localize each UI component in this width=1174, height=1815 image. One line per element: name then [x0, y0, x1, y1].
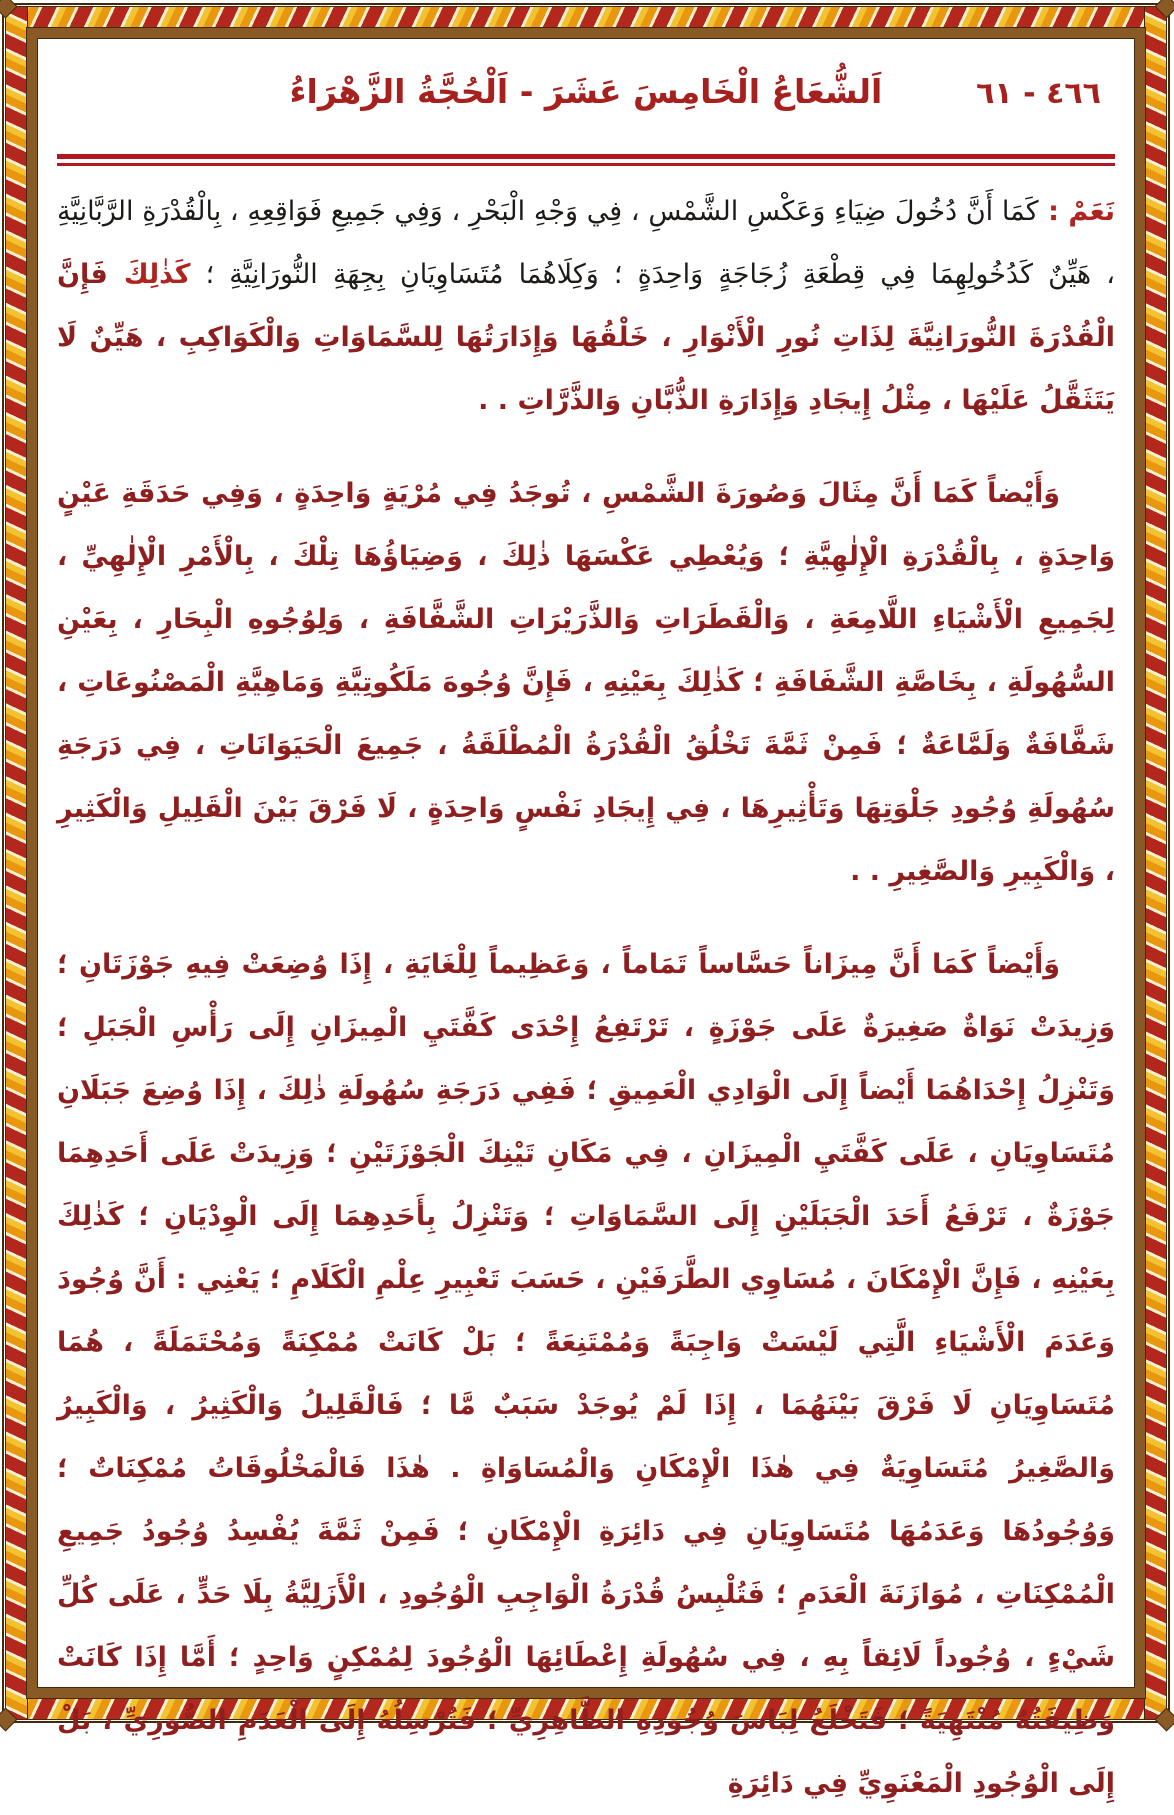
page-title: اَلشُّعَاعُ الْخَامِسَ عَشَرَ - اَلْحُجَّةُ الزَّهْرَاءُ [290, 72, 884, 111]
text-segment: نَعَمْ : [1039, 196, 1116, 227]
paragraph [58, 933, 1116, 1815]
border-chain-top [6, 6, 1168, 29]
text-segment: وَأَيْضاً كَمَا أَنَّ مِيزَاناً حَسَّاساً تَمَاماً ، وَعَظِيماً لِلْغَايَةِ ، إِذَا وُضِعَتْ فِيهِ جَوْزَتَانِ ؛ وَزِيدَتْ نَوَاةٌ صَغِيرَةٌ عَلَى جَوْزَةٍ ، تَرْتَفِعُ إِحْدَى كَفَّتَيِ الْمِيزَانِ إِلَى رَأْسِ الْجَبَلِ ؛ وَتَنْزِلُ إِحْدَاهُمَا أَيْضاً إِلَى الْوَادِي الْعَمِيقِ ؛ فَفِي دَرَجَةِ سُهُولَةِ ذٰلِكَ ، إِذَا وُضِعَ جَبَلَانِ مُتَسَاوِيَانِ ، عَلَى كَفَّتَيِ الْمِيزَانِ ، فِي مَكَانِ تَيْنِكَ الْجَوْزَتَيْنِ ؛ وَزِيدَتْ عَلَى أَحَدِهِمَا جَوْزَةٌ ، تَرْفَعُ أَحَدَ الْجَبَلَيْنِ إِلَى السَّمَاوَاتِ ؛ وَتَنْزِلُ بِأَحَدِهِمَا إِلَى الْوِدْيَانِ ؛ كَذٰلِكَ بِعَيْنِهِ ، فَإِنَّ الْإِمْكَانَ ، مُسَاوِي الطَّرَفَيْنِ ، حَسَبَ تَعْبِيرِ عِلْمِ الْكَلَامِ ؛ يَعْنِي : أَنَّ وُجُودَ وَعَدَمَ الْأَشْيَاءِ الَّتِي لَيْسَتْ وَاجِبَةً وَمُمْتَنِعَةً ؛ بَلْ كَانَتْ مُمْكِنَةً وَمُحْتَمَلَةً ، هُمَا مُتَسَاوِيَانِ لَا فَرْقَ بَيْنَهُمَا ، إِذَا لَمْ يُوجَدْ سَبَبٌ مَّا ؛ فَالْقَلِيلُ وَالْكَثِيرُ ، وَالْكَبِيرُ وَالصَّغِيرُ مُتَسَاوِيَةٌ فِي هٰذَا الْإِمْكَانِ وَالْمُسَاوَاةِ . هٰذَا فَالْمَخْلُوقَاتُ مُمْكِنَاتٌ ؛ وَوُجُودُهَا وَعَدَمُهَا مُتَسَاوِيَانِ فِي دَائِرَةِ الْإِمْكَانِ ؛ فَمِنْ ثَمَّةَ يُفْسِدُ وُجُودُ جَمِيعِ الْمُمْكِنَاتِ ، مُوَازَنَةَ الْعَدَمِ ؛ فَتُلْبِسُ قُدْرَةُ الْوَاجِبِ الْوُجُودِ ، الْأَزَلِيَّةُ بِلَا حَدٍّ ، عَلَى كُلِّ شَيْءٍ ، وُجُوداً لَائِقاً بِهِ ، فِي سُهُولَةِ إِعْطَائِهَا الْوُجُودَ لِمُمْكِنٍ وَاحِدٍ ؛ أَمَّا إِذَا كَانَتْ وَظِيفَتُهُ مُنْتَهِيَةً ؛ فَتَخْلَعُ لِبَاسَ وُجُودِهِ الظَّاهِرِيِّ ؛ فَتُرْسِلُهُ إِلَى الْعَدَمِ الصُّورِيِّ ، بَلْ إِلَى الْوُجُودِ الْمَعْنَوِيِّ فِي دَائِرَةِ [58, 949, 1116, 1799]
text-segment: كَمَا أَنَّ دُخُولَ ضِيَاءِ وَعَكْسِ الشَّمْسِ ، فِي وَجْهِ الْبَحْرِ ، وَفِي جَمِيعِ فَوَاقِعِهِ ، بِالْقُدْرَةِ الرَّبَّانِيَّةِ ، هَيِّنٌ كَدُخُولِهِمَا فِي قِطْعَةِ زُجَاجَةٍ وَاحِدَةٍ ؛ وَكِلَاهُمَا مُتَسَاوِيَانِ بِجِهَةِ النُّورَانِيَّةِ ؛ [58, 196, 1116, 290]
divider-thick-line [58, 154, 1116, 159]
text-segment: وَأَيْضاً كَمَا أَنَّ مِثَالَ وَصُورَةَ الشَّمْسِ ، تُوجَدُ فِي مُرْيَةٍ وَاحِدَةٍ ، وَفِي حَدَقَةِ عَيْنٍ وَاحِدَةٍ ، بِالْقُدْرَةِ الْإِلٰهِيَّةِ ؛ وَيُعْطِي عَكْسَهَا ذٰلِكَ ، وَضِيَاؤُهَا تِلْكَ ، بِالْأَمْرِ الْإِلٰهِيِّ ، لِجَمِيعِ الْأَشْيَاءِ اللَّامِعَةِ ، وَالْقَطَرَاتِ وَالذَّرَيْرَاتِ الشَّفَّافَةِ ، وَلِوُجُوهِ الْبِحَارِ ، بِعَيْنِ السُّهُولَةِ ، بِخَاصَّةِ الشَّفَافَةِ ؛ كَذٰلِكَ بِعَيْنِهِ ، فَإِنَّ وُجُوهَ مَلَكُوتِيَّةِ وَمَاهِيَّةِ الْمَصْنُوعَاتِ ، شَفَّافَةٌ وَلَمَّاعَةٌ ؛ فَمِنْ ثَمَّةَ تَخْلُقُ الْقُدْرَةُ الْمُطْلَقَةُ ، جَمِيعَ الْحَيَوَانَاتِ ، فِي دَرَجَةِ سُهُولَةِ وُجُودِ جَلْوَتِهَا وَتَأْثِيرِهَا ، فِي إِيجَادِ نَفْسٍ وَاحِدَةٍ ، لَا فَرْقَ بَيْنَ الْقَلِيلِ وَالْكَثِيرِ ، وَالْكَبِيرِ وَالصَّغِيرِ . . [58, 478, 1116, 887]
paragraph [58, 180, 1116, 432]
page-header [58, 40, 1116, 146]
header-divider [58, 154, 1116, 166]
page-content [40, 40, 1134, 1799]
page-numbers: ٤٦٦ - ٦١ [977, 76, 1102, 111]
text-segment: كَذٰلِكَ [108, 259, 192, 290]
divider-thin-line [58, 163, 1116, 166]
paragraph [58, 462, 1116, 903]
body-text [58, 180, 1116, 1815]
border-chain-left [6, 6, 29, 1720]
text-segment: فَإِنَّ الْقُدْرَةَ النُّورَانِيَّةَ لِذَاتِ نُورِ الْأَنْوَارِ ، خَلْقُهَا وَإِدَارَتُهَا لِلسَّمَاوَاتِ وَالْكَوَاكِبِ ، هَيِّنٌ لَا يَتَثَقَّلُ عَلَيْهَا ، مِثْلُ إِيجَادِ وَإِدَارَةِ الذُّبَّانِ وَالذَّرَّاتِ . . [58, 259, 1116, 416]
border-chain-right [1145, 6, 1168, 1720]
